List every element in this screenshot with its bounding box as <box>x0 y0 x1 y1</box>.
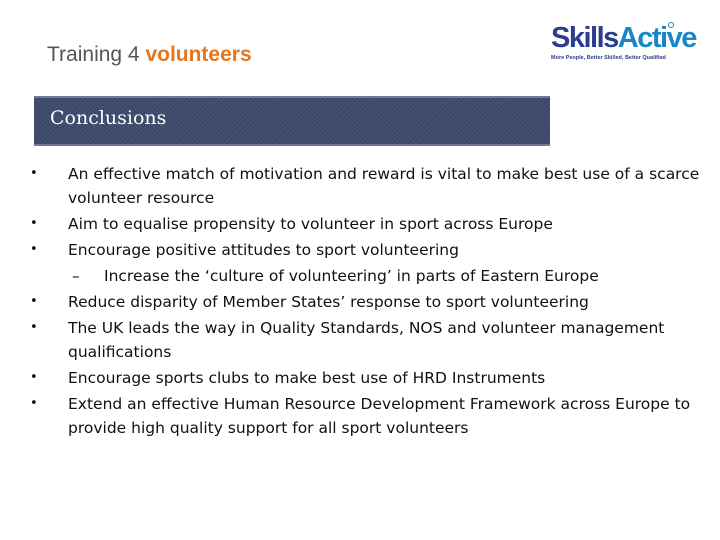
slide-title-prefix: Training 4 <box>47 43 146 66</box>
bullet-marker: • <box>30 396 38 411</box>
bullet-item <box>30 366 700 390</box>
conclusions-list <box>30 162 700 442</box>
slide-title-accent: volunteers <box>145 43 252 66</box>
bullet-marker: • <box>30 320 38 335</box>
bullet-marker: • <box>30 216 38 231</box>
section-title: Conclusions <box>50 107 167 129</box>
skillsactive-logo <box>551 22 696 66</box>
logo-word-part2: Active <box>617 22 696 54</box>
slide-title <box>47 43 252 67</box>
bullet-marker: • <box>30 370 38 385</box>
bullet-item <box>30 238 700 262</box>
logo-word-part1: Skills <box>551 22 618 54</box>
sub-bullet-item <box>30 264 700 288</box>
section-banner <box>34 96 550 146</box>
bullet-text: Encourage sports clubs to make best use of HRD Instruments <box>68 369 546 387</box>
bullet-marker: • <box>30 242 38 257</box>
bullet-text: Reduce disparity of Member States’ response to sport volunteering <box>68 293 589 311</box>
bullet-item <box>30 392 700 440</box>
bullet-marker: • <box>30 294 38 309</box>
bullet-item <box>30 290 700 314</box>
bullet-item <box>30 162 700 210</box>
bullet-text: Encourage positive attitudes to sport volunteering <box>68 241 459 259</box>
logo-tagline: More People, Better Skilled, Better Qualified <box>551 55 666 61</box>
bullet-text: Aim to equalise propensity to volunteer in sport across Europe <box>68 215 553 233</box>
bullet-item <box>30 316 700 364</box>
sub-bullet-text: Increase the ‘culture of volunteering’ in parts of Eastern Europe <box>104 267 599 285</box>
logo-wordmark <box>551 22 696 54</box>
bullet-item <box>30 212 700 236</box>
dash-marker: – <box>72 267 80 285</box>
bullet-text: An effective match of motivation and reward is vital to make best use of a scarce volunteer resource <box>68 165 700 207</box>
logo-dot-icon <box>668 22 674 28</box>
bullet-text: Extend an effective Human Resource Development Framework across Europe to provide high quality support for all sport volunteers <box>68 395 691 437</box>
bullet-marker: • <box>30 166 38 181</box>
bullet-text: The UK leads the way in Quality Standards, NOS and volunteer management qualifications <box>68 319 665 361</box>
